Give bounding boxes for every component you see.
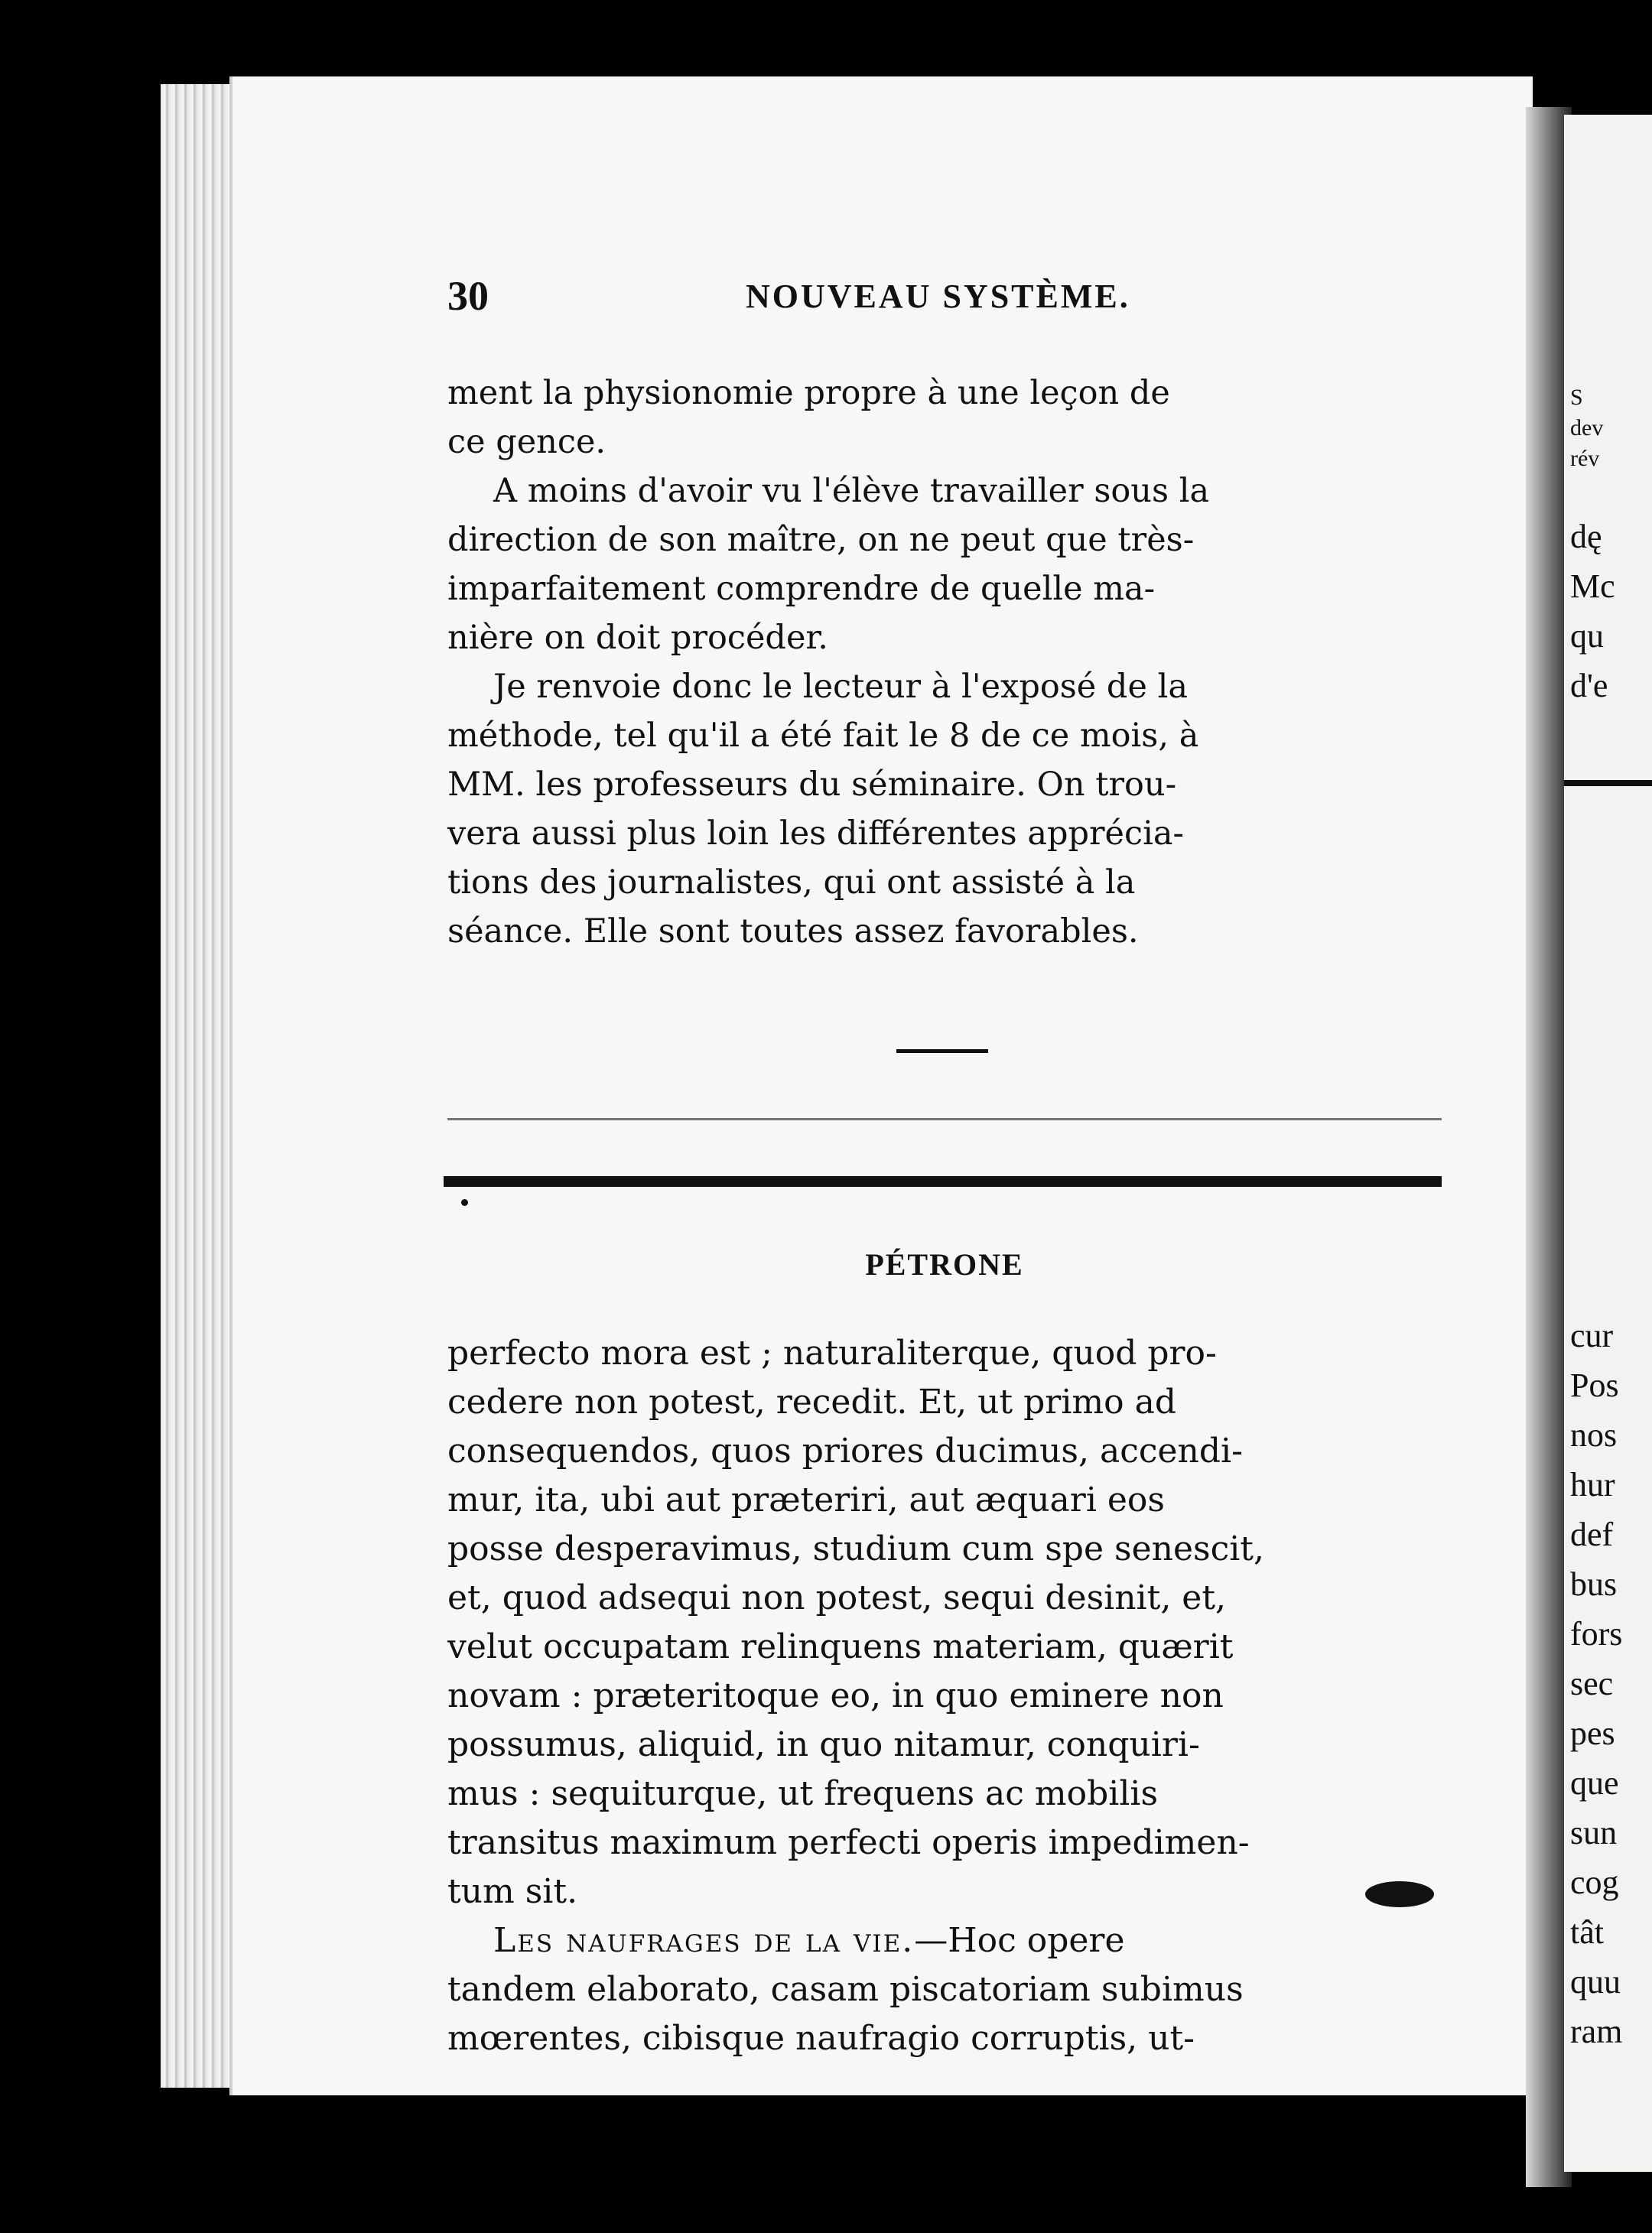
text-line: séance. Elle sont toutes assez favorables. (447, 912, 1139, 951)
facing-fragment: ram (1570, 2013, 1623, 2050)
ink-dot (461, 1199, 468, 1206)
facing-fragment: bus (1570, 1565, 1618, 1603)
running-head (447, 272, 1442, 318)
text-line: direction de son maître, on ne peut que très- (447, 521, 1195, 559)
facing-fragment: cur (1570, 1317, 1614, 1354)
article-title: PÉTRONE (865, 1247, 1024, 1282)
text-line: imparfaitement comprendre de quelle ma- (447, 570, 1156, 608)
text-line (447, 1916, 1442, 1965)
facing-fragment: def (1570, 1516, 1614, 1553)
facing-fragment: hur (1570, 1466, 1615, 1503)
text-line: vera aussi plus loin les différentes apprécia- (447, 814, 1185, 853)
ink-blot (1365, 1881, 1434, 1907)
facing-fragment: qu (1570, 617, 1604, 655)
text-line: perfecto mora est ; naturaliterque, quod pro- (447, 1334, 1217, 1373)
text-line: nière on doit procéder. (447, 619, 828, 657)
intro-paragraph (447, 662, 1442, 956)
text-line: mus : sequiturque, ut frequens ac mobilis (447, 1774, 1159, 1813)
intro-paragraph (447, 369, 1442, 466)
text-line: velut occupatam relinquens materiam, quærit (447, 1627, 1234, 1666)
facing-fragment: sun (1570, 1814, 1618, 1851)
text-line: et, quod adsequi non potest, sequi desinit, et, (447, 1578, 1226, 1617)
text-line: transitus maximum perfecti operis impedimen- (447, 1823, 1250, 1862)
text-line: consequendos, quos priores ducimus, accendi- (447, 1432, 1243, 1471)
text-line: tum sit. (447, 1872, 578, 1911)
text-line: mœrentes, cibisque naufragio corruptis, ut- (447, 2019, 1195, 2058)
article-paragraph (447, 1916, 1442, 2063)
thick-divider (444, 1176, 1442, 1187)
page-number: 30 (447, 273, 489, 319)
thin-divider (447, 1118, 1442, 1120)
facing-fragment: Mc (1570, 567, 1615, 605)
facing-fragment: d'e (1570, 667, 1608, 704)
facing-rule (1564, 780, 1652, 786)
text-line: tions des journalistes, qui ont assisté à la (447, 863, 1136, 902)
facing-fragment: sec (1570, 1665, 1614, 1702)
facing-fragment: quu (1570, 1963, 1621, 2001)
text-line: A moins d'avoir vu l'élève travailler sous la (493, 472, 1210, 510)
running-title: NOUVEAU SYSTÈME. (746, 278, 1130, 315)
facing-fragment: tât (1570, 1913, 1604, 1951)
facing-fragment: pes (1570, 1715, 1615, 1752)
text-line: possumus, aliquid, in quo nitamur, conquiri- (447, 1725, 1200, 1764)
text-line: cedere non potest, recedit. Et, ut primo ad (447, 1383, 1177, 1422)
facing-fragment: dę (1570, 518, 1602, 555)
text-line: méthode, tel qu'il a été fait le 8 de ce mois, à (447, 717, 1199, 755)
facing-fragment: que (1570, 1764, 1619, 1802)
article-text (447, 1329, 1442, 2063)
facing-fragment: cog (1570, 1864, 1619, 1901)
facing-fragment: nos (1570, 1416, 1618, 1454)
text-line: tandem elaborato, casam piscatoriam subimus (447, 1970, 1244, 2009)
paragraph-heading: Les naufrages de la vie. (493, 1921, 915, 1960)
text-line: ment la physionomie propre à une leçon de (447, 374, 1170, 412)
intro-paragraph (447, 466, 1442, 662)
text-fragment: —Hoc opere (914, 1921, 1125, 1960)
text-line: Je renvoie donc le lecteur à l'exposé de la (493, 668, 1188, 706)
text-line: MM. les professeurs du séminaire. On trou- (447, 765, 1177, 804)
article-paragraph (447, 1329, 1442, 1916)
text-line: novam : præteritoque eo, in quo eminere non (447, 1676, 1224, 1715)
facing-fragment: fors (1570, 1615, 1623, 1653)
facing-page-fragment (1564, 115, 1652, 2172)
intro-text (447, 369, 1442, 956)
facing-fragment: Pos (1570, 1367, 1619, 1404)
text-line: posse desperavimus, studium cum spe senescit, (447, 1529, 1264, 1568)
section-end-rule (896, 1049, 988, 1053)
text-line: ce gence. (447, 423, 606, 461)
facing-fragment: S (1570, 385, 1583, 410)
facing-fragment: rév (1570, 446, 1600, 471)
facing-fragment: dev (1570, 415, 1604, 440)
text-line: mur, ita, ubi aut præteriri, aut æquari eos (447, 1481, 1165, 1520)
